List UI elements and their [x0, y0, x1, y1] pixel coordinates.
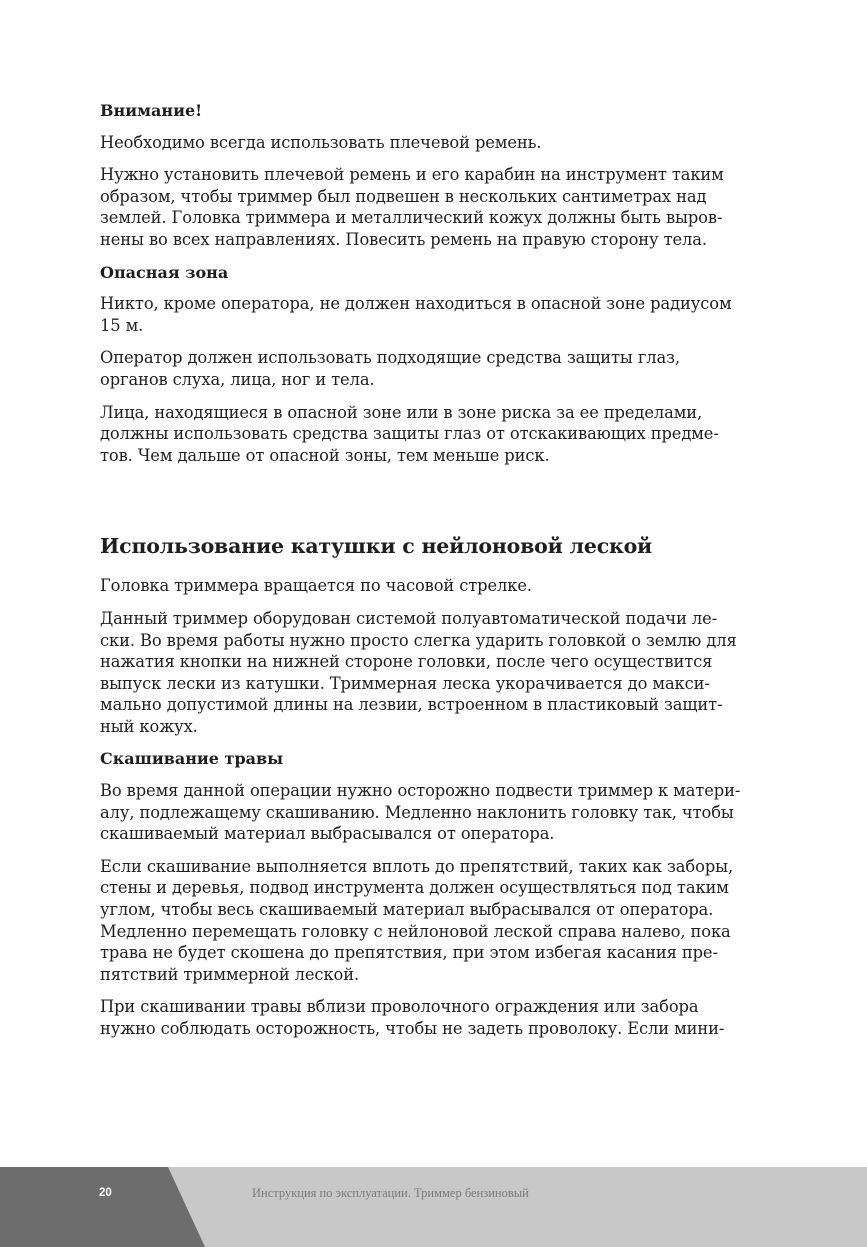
text-line: органов слуха, лица, ног и тела.: [100, 369, 375, 389]
spool-paragraph-2: [100, 608, 790, 738]
text-line: нужно соблюдать осторожность, чтобы не задеть проволоку. Если мини-: [100, 1019, 725, 1038]
text-line: пятствий триммерной леской.: [100, 964, 360, 984]
text-line: стены и деревья, подвод инструмента должен осуществляться под таким: [100, 878, 729, 898]
text-line: Нужно установить плечевой ремень и его карабин на инструмент таким: [100, 165, 724, 185]
text-line: Если скашивание выполняется вплоть до препятствий, таких как заборы,: [100, 856, 734, 876]
attention-paragraph-2: [100, 164, 790, 250]
text-line: тов. Чем дальше от опасной зоны, тем меньше риск.: [100, 445, 550, 465]
page-number: 20: [99, 1187, 112, 1199]
spool-section-title: Использование катушки с нейлоновой леской: [100, 534, 653, 559]
attention-heading: Внимание!: [100, 101, 203, 120]
text-line: Оператор должен использовать подходящие средства защиты глаз,: [100, 348, 680, 368]
page-footer: [0, 1167, 867, 1247]
attention-paragraph-1: [100, 132, 790, 154]
mowing-paragraph-2: [100, 856, 790, 986]
text-line: Никто, кроме оператора, не должен находиться в опасной зоне радиусом: [100, 294, 732, 314]
danger-zone-paragraph-3: [100, 402, 790, 467]
text-line: трава не будет скошена до препятствия, при этом избегая касания пре-: [100, 943, 718, 963]
mowing-paragraph-3: [100, 996, 790, 1039]
footer-document-title: Инструкция по эксплуатации. Триммер бензиновый: [252, 1186, 529, 1200]
text-line: мально допустимой длины на лезвии, встроенном в пластиковый защит-: [100, 695, 723, 715]
text-line: ный кожух.: [100, 716, 198, 736]
danger-zone-heading: Опасная зона: [100, 262, 229, 282]
text-line: алу, подлежащему скашиванию. Медленно наклонить головку так, чтобы: [100, 802, 734, 822]
text-line: скашиваемый материал выбрасывался от оператора.: [100, 824, 555, 844]
text-line: нены во всех направлениях. Повесить ремень на правую сторону тела.: [100, 229, 707, 249]
danger-zone-paragraph-2: [100, 347, 790, 390]
text-line: ски. Во время работы нужно просто слегка ударить головкой о землю для: [100, 630, 737, 650]
text-line: Необходимо всегда использовать плечевой ремень.: [100, 132, 542, 152]
text-line: Лица, находящиеся в опасной зоне или в зоне риска за ее пределами,: [100, 402, 703, 422]
text-line: нажатия кнопки на нижней стороне головки, после чего осуществится: [100, 652, 713, 672]
mowing-heading: Скашивание травы: [100, 749, 284, 769]
text-line: должны использовать средства защиты глаз от отскакивающих предме-: [100, 424, 719, 444]
text-line: углом, чтобы весь скашиваемый материал выбрасывался от оператора.: [100, 900, 714, 920]
footer-band: [0, 1167, 867, 1247]
danger-zone-paragraph-1: [100, 293, 790, 336]
text-line: При скашивании травы вблизи проволочного ограждения или забора: [100, 997, 699, 1017]
text-line: 15 м.: [100, 315, 144, 335]
text-line: землей. Головка триммера и металлический кожух должны быть выров-: [100, 208, 723, 228]
text-line: образом, чтобы триммер был подвешен в нескольких сантиметрах над: [100, 186, 707, 206]
spool-paragraph-1: [100, 575, 790, 597]
text-line: выпуск лески из катушки. Триммерная леска укорачивается до макси-: [100, 673, 710, 693]
text-line: Данный триммер оборудован системой полуавтоматической подачи ле-: [100, 608, 718, 628]
text-line: Во время данной операции нужно осторожно подвести триммер к матери-: [100, 781, 741, 801]
mowing-paragraph-1: [100, 780, 790, 845]
text-line: Головка триммера вращается по часовой стрелке.: [100, 576, 532, 596]
page-content: [100, 100, 790, 1051]
text-line: Медленно перемещать головку с нейлоновой леской справа налево, пока: [100, 921, 731, 941]
